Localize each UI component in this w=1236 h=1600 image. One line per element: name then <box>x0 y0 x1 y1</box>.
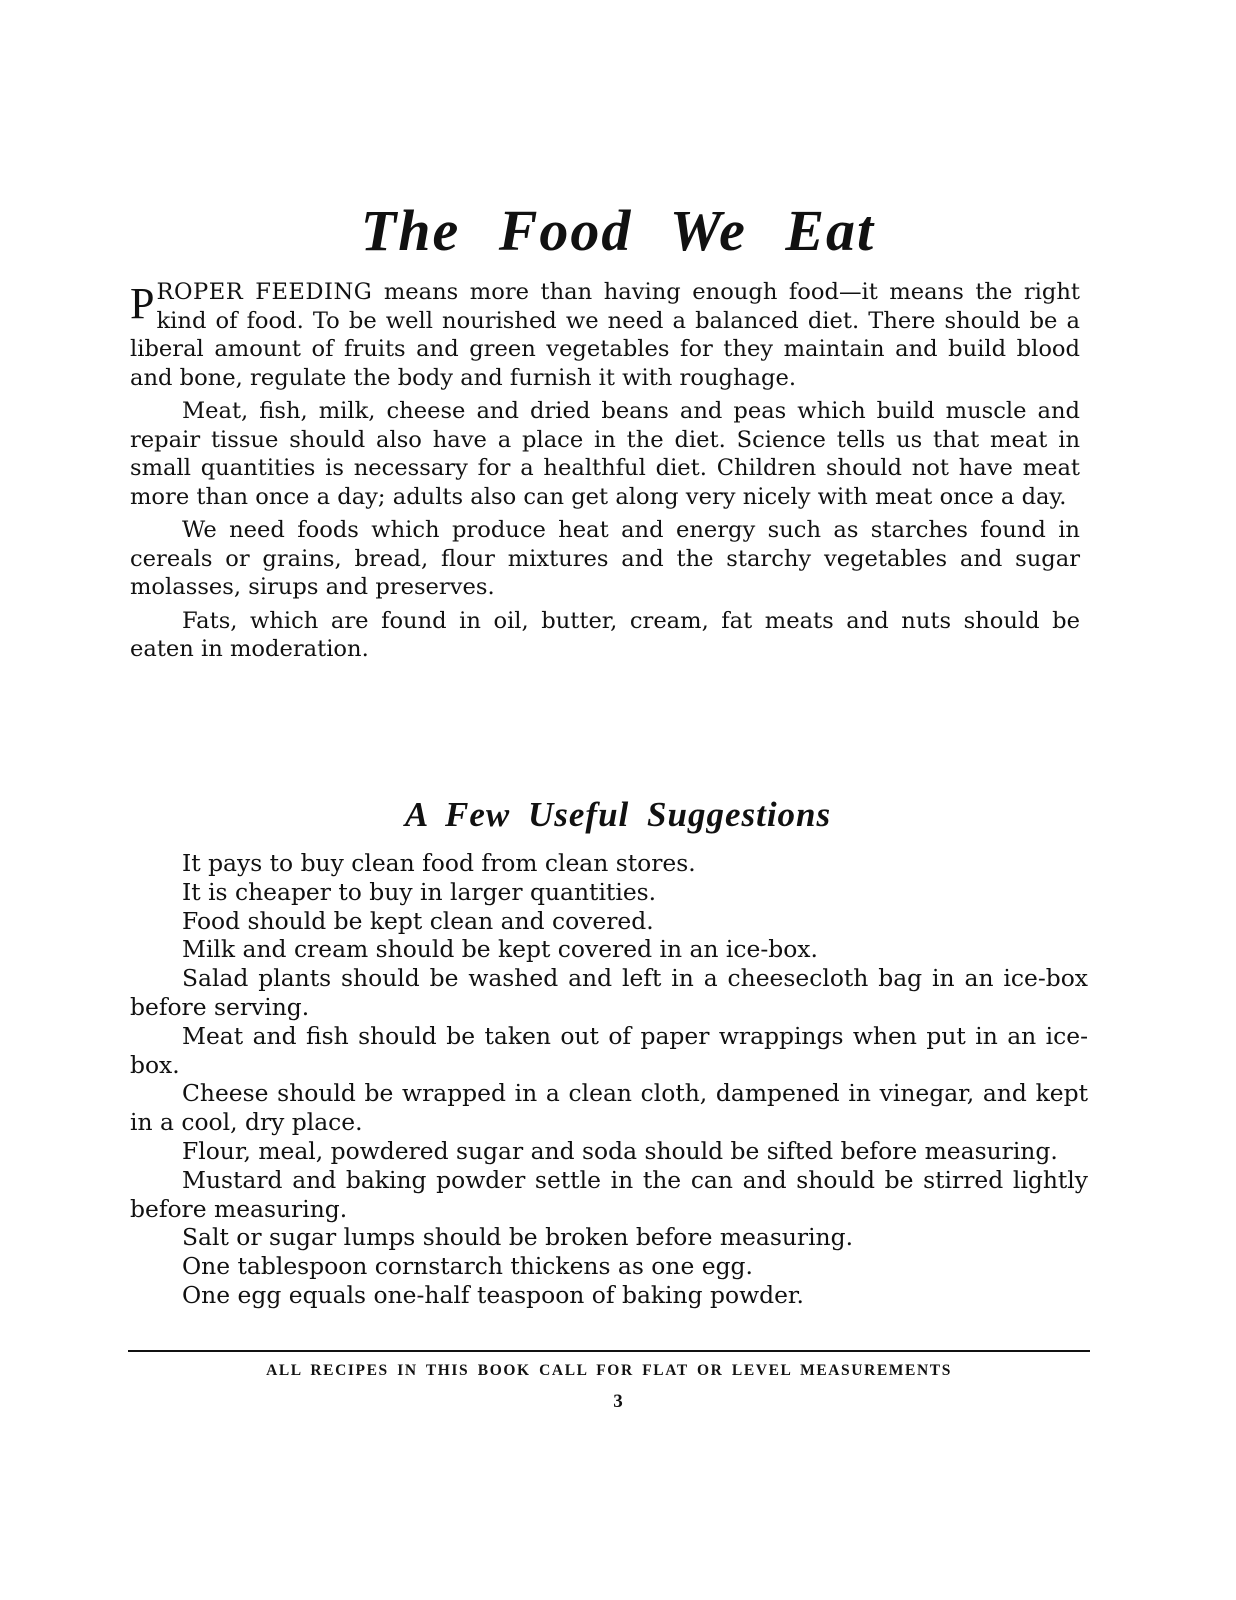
suggestion-item: Milk and cream should be kept covered in an ice-box. <box>182 935 818 964</box>
footer-note: ALL RECIPES IN THIS BOOK CALL FOR FLAT OR LEVEL MEASUREMENTS <box>266 1362 952 1379</box>
drop-cap: P <box>130 279 155 328</box>
page-number: 3 <box>613 1391 623 1412</box>
suggestion-item: It pays to buy clean food from clean stores. <box>182 849 696 877</box>
lead-in-caps: ROPER FEEDING <box>156 279 373 305</box>
intro-paragraph-4: Fats, which are found in oil, butter, cream, fat meats and nuts should be eaten in moderation. <box>130 607 1080 662</box>
intro-paragraph-3: We need foods which produce heat and energy such as starches found in cereals or grains, bread, flour mixtures and the starchy vegetables and sugar molasses, sirups and preserves. <box>130 517 1080 600</box>
suggestion-item: Flour, meal, powdered sugar and soda should be sifted before measuring. <box>182 1136 1058 1165</box>
suggestions-list <box>130 849 1088 1310</box>
suggestion-item: Cheese should be wrapped in a clean cloth, dampened in vinegar, and kept in a cool, dry place. <box>130 1079 1088 1137</box>
suggestion-item: One egg equals one-half teaspoon of baking powder. <box>182 1280 804 1309</box>
footer-divider <box>128 1350 1090 1352</box>
suggestion-item: Salt or sugar lumps should be broken before measuring. <box>182 1223 854 1252</box>
intro-paragraph-1-text: means more than having enough food—it means the right kind of food. To be well nourished we need a balanced diet. There should be a liberal amount of fruits and green vegetables for they maintain and build blood and bone, regulate the body and furnish it with roughage. <box>130 279 1080 391</box>
intro-section <box>130 278 1080 669</box>
page-title: The Food We Eat <box>360 198 876 263</box>
intro-paragraph-1 <box>130 278 1080 392</box>
suggestions-heading: A Few Useful Suggestions <box>404 795 832 834</box>
suggestion-item: Food should be kept clean and covered. <box>182 906 654 935</box>
suggestion-item: It is cheaper to buy in larger quantities. <box>182 877 657 906</box>
suggestion-item: One tablespoon cornstarch thickens as one egg. <box>182 1252 753 1281</box>
suggestion-item: Mustard and baking powder settle in the can and should be stirred lightly before measuring. <box>130 1165 1088 1223</box>
intro-paragraph-2: Meat, fish, milk, cheese and dried beans and peas which build muscle and repair tissue should also have a place in the diet. Science tells us that meat in small quantities is necessary for a healthful diet. Children should not have meat more than once a day; adults also can get along very nicely with meat once a day. <box>130 398 1080 510</box>
suggestion-item: Salad plants should be washed and left in a cheesecloth bag in an ice-box before serving. <box>130 964 1088 1021</box>
suggestion-item: Meat and fish should be taken out of paper wrappings when put in an ice-box. <box>130 1021 1088 1079</box>
